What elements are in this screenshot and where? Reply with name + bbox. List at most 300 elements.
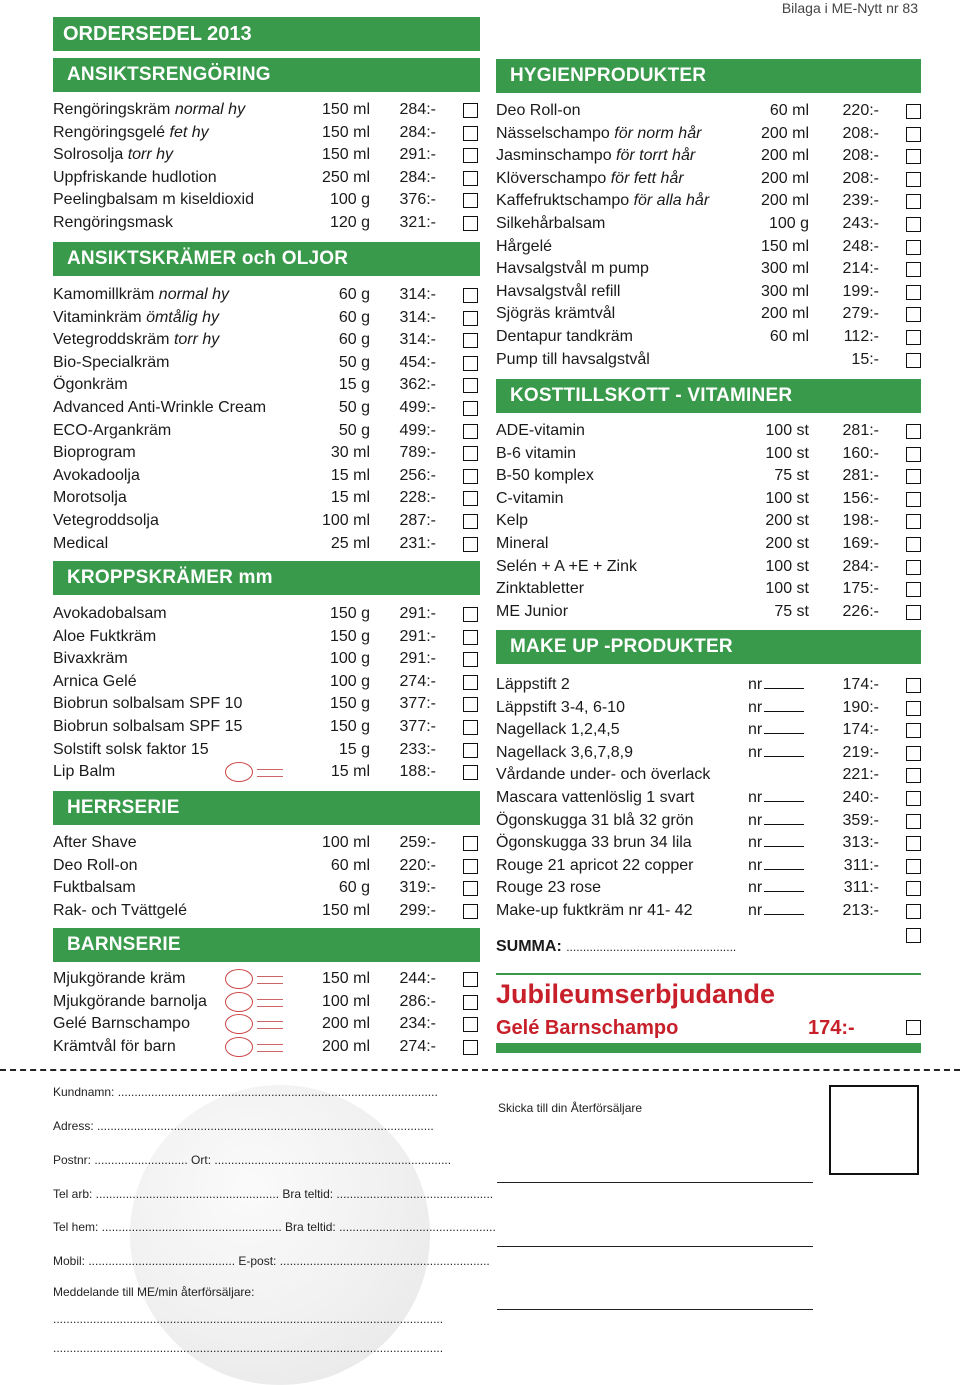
product-name-text: Mjukgörande barnolja <box>53 992 207 1010</box>
product-row <box>53 189 480 211</box>
product-size: 150 g <box>329 718 370 735</box>
order-checkbox[interactable] <box>463 1017 478 1032</box>
product-size: 15 ml <box>330 466 370 484</box>
order-checkbox[interactable] <box>906 307 921 322</box>
product-name-text: Rengöringsmask <box>53 214 174 231</box>
shade-number-field[interactable] <box>748 877 804 899</box>
field-adress[interactable]: Adress: ..................................................................................................... <box>53 1119 434 1133</box>
order-checkbox[interactable] <box>906 814 921 829</box>
shade-number-blank[interactable] <box>764 674 804 689</box>
shade-number-label: nr <box>748 856 763 874</box>
product-price: 284:- <box>399 123 436 141</box>
field-postnr-ort[interactable]: Postnr: ............................ Ort: ....................................................................... <box>53 1153 452 1167</box>
product-row <box>53 739 480 761</box>
product-name-text: Kelp <box>496 512 529 530</box>
product-price: 199:- <box>842 282 879 300</box>
product-size: 15 ml <box>330 763 370 781</box>
order-checkbox[interactable] <box>463 881 478 896</box>
product-size: 200 ml <box>760 147 809 165</box>
product-price: 454:- <box>399 353 436 371</box>
order-checkbox[interactable] <box>463 171 478 186</box>
order-checkbox[interactable] <box>463 311 478 326</box>
product-name <box>496 556 637 578</box>
product-name <box>496 281 620 303</box>
order-checkbox[interactable] <box>906 127 921 142</box>
shade-number-blank[interactable] <box>764 787 804 802</box>
product-name-text: Mascara vattenlöslig 1 svart <box>496 789 695 806</box>
product-row <box>53 487 480 509</box>
jubileum-checkbox[interactable] <box>906 1020 921 1035</box>
order-checkbox[interactable] <box>463 514 478 529</box>
product-name-text: Dentapur tandkräm <box>496 328 633 345</box>
product-price: 234:- <box>399 1015 436 1033</box>
product-name-text: Biobrun solbalsam SPF 10 <box>53 695 243 713</box>
product-row <box>53 832 480 854</box>
product-name <box>496 787 694 809</box>
order-checkbox[interactable] <box>906 262 921 277</box>
product-row <box>53 626 480 648</box>
product-size: 150 ml <box>321 146 370 164</box>
product-name-text: Fuktbalsam <box>53 879 136 897</box>
product-name <box>496 145 695 167</box>
product-row <box>53 144 480 166</box>
product-name <box>53 167 217 189</box>
shade-number-blank[interactable] <box>764 697 804 712</box>
product-price: 219:- <box>842 743 879 761</box>
product-name <box>496 213 605 235</box>
shade-number-field[interactable] <box>748 900 804 922</box>
product-name <box>53 968 186 990</box>
product-row <box>53 693 480 715</box>
product-size: 15 g <box>338 376 370 394</box>
product-row <box>496 533 921 555</box>
shade-number-blank[interactable] <box>764 832 804 847</box>
product-name-text: Vitaminkräm <box>53 308 147 326</box>
shade-number-blank[interactable] <box>764 719 804 734</box>
product-name-text: Rouge 23 rose <box>496 879 601 897</box>
product-price: 321:- <box>399 214 436 231</box>
product-price: 244:- <box>399 970 436 987</box>
product-name <box>53 739 209 761</box>
product-row <box>496 787 921 809</box>
product-name <box>53 122 209 144</box>
product-name-text: Solstift solsk faktor 15 <box>53 740 209 758</box>
product-name-text: Bioprogram <box>53 444 136 462</box>
section-header-hygienprodukter: HYGIENPRODUKTER <box>496 59 921 93</box>
product-size: 100 st <box>765 580 809 598</box>
product-size: 60 g <box>338 308 370 326</box>
product-name-text: Rengöringskräm <box>53 101 175 118</box>
order-checkbox[interactable] <box>906 353 921 368</box>
eco-certification-text-mark <box>257 999 283 1007</box>
product-name-text: Krämtvål för barn <box>53 1037 176 1055</box>
product-row <box>53 968 480 990</box>
shade-number-label: nr <box>748 676 763 693</box>
product-row <box>53 442 480 464</box>
product-name-text: Deo Roll-on <box>53 856 138 874</box>
product-price: 281:- <box>842 467 879 485</box>
product-size: 25 ml <box>330 534 370 552</box>
product-name <box>496 420 585 442</box>
order-checkbox[interactable] <box>463 401 478 416</box>
product-name <box>53 487 127 509</box>
product-price: 286:- <box>399 992 436 1010</box>
product-row <box>496 764 921 786</box>
order-checkbox[interactable] <box>463 630 478 645</box>
summa-checkbox[interactable] <box>906 928 921 943</box>
product-skin-type: fet hy <box>169 123 209 141</box>
order-checkbox[interactable] <box>906 240 921 255</box>
shade-number-blank[interactable] <box>764 855 804 870</box>
product-name-text: Hårgelé <box>496 237 553 255</box>
product-name <box>496 488 564 510</box>
order-checkbox[interactable] <box>906 836 921 851</box>
product-price: 208:- <box>842 147 879 165</box>
order-checkbox[interactable] <box>463 378 478 393</box>
field-meddelande-line2[interactable]: ..................................................................................................................... <box>53 1341 444 1355</box>
order-checkbox[interactable] <box>463 859 478 874</box>
product-size: 50 g <box>338 399 370 416</box>
order-checkbox[interactable] <box>463 446 478 461</box>
product-name <box>53 352 169 374</box>
product-row <box>53 374 480 396</box>
product-name-text: Avokadobalsam <box>53 605 167 622</box>
skicka-label: Skicka till din Återförsäljare <box>498 1101 643 1115</box>
product-name <box>53 284 229 306</box>
product-row <box>53 603 480 625</box>
shade-number-label: nr <box>748 879 763 897</box>
jubileum-item-name: Gelé Barnschampo <box>496 1017 679 1039</box>
product-price: 175:- <box>842 580 879 598</box>
product-name-text: Ögonskugga 33 brun 34 lila <box>496 834 692 852</box>
page-title: ORDERSEDEL 2013 <box>53 17 480 51</box>
order-checkbox[interactable] <box>463 333 478 348</box>
order-checkbox[interactable] <box>463 836 478 851</box>
order-checkbox[interactable] <box>463 216 478 231</box>
product-row <box>496 578 921 600</box>
shade-number-blank[interactable] <box>764 810 804 825</box>
product-size: 200 st <box>765 535 809 552</box>
order-checkbox[interactable] <box>906 746 921 761</box>
product-name-text: Ögonkräm <box>53 376 128 394</box>
order-checkbox[interactable] <box>906 582 921 597</box>
product-name <box>496 349 650 371</box>
product-name <box>496 236 552 258</box>
product-skin-type: för torrt hår <box>616 147 696 165</box>
shade-number-label: nr <box>748 834 763 852</box>
product-name <box>496 533 548 555</box>
order-checkbox[interactable] <box>906 537 921 552</box>
field-telarb[interactable]: Tel arb: ....................................................... Bra teltid: ............................................... <box>53 1187 494 1201</box>
product-name <box>496 742 633 764</box>
product-price: 190:- <box>842 698 879 716</box>
product-price: 226:- <box>842 602 879 620</box>
product-price: 319:- <box>399 879 436 897</box>
order-checkbox[interactable] <box>906 492 921 507</box>
order-checkbox[interactable] <box>463 720 478 735</box>
product-row <box>53 510 480 532</box>
product-price: 314:- <box>399 308 436 326</box>
shade-number-field[interactable] <box>748 697 804 719</box>
product-row <box>53 855 480 877</box>
product-row <box>496 465 921 487</box>
product-row <box>496 190 921 212</box>
order-checkbox[interactable] <box>463 148 478 163</box>
address-line-2[interactable] <box>497 1246 813 1247</box>
order-checkbox[interactable] <box>906 678 921 693</box>
order-checkbox[interactable] <box>906 560 921 575</box>
shade-number-blank[interactable] <box>764 900 804 915</box>
product-skin-type: torr hy <box>127 146 174 164</box>
product-skin-type: normal hy <box>174 101 246 118</box>
order-checkbox[interactable] <box>906 723 921 738</box>
product-row <box>53 1013 480 1035</box>
order-checkbox[interactable] <box>906 285 921 300</box>
product-skin-type: ömtålig hy <box>146 308 219 326</box>
product-size: 30 ml <box>330 444 370 462</box>
product-price: 281:- <box>842 422 879 439</box>
product-price: 213:- <box>842 902 879 919</box>
product-row <box>496 443 921 465</box>
order-checkbox[interactable] <box>906 447 921 462</box>
section-header-herrserie: HERRSERIE <box>53 791 480 825</box>
section-header-barnserie: BARNSERIE <box>53 928 480 962</box>
shade-number-field[interactable] <box>748 742 804 764</box>
order-checkbox[interactable] <box>463 424 478 439</box>
product-price: 208:- <box>842 169 879 187</box>
product-size: 60 g <box>338 879 370 897</box>
order-checkbox[interactable] <box>463 904 478 919</box>
product-price: 291:- <box>399 650 436 668</box>
order-checkbox[interactable] <box>906 791 921 806</box>
section-header-kosttillskott-vitaminer: KOSTTILLSKOTT - VITAMINER <box>496 379 921 413</box>
eco-certification-text-mark <box>257 976 283 984</box>
product-name-text: Morotsolja <box>53 489 127 507</box>
order-checkbox[interactable] <box>906 859 921 874</box>
product-skin-type: för alla hår <box>633 192 710 210</box>
product-price: 259:- <box>399 834 436 851</box>
product-name-text: Advanced Anti-Wrinkle Cream <box>53 399 267 416</box>
product-name <box>53 991 207 1013</box>
product-name <box>53 603 167 625</box>
order-checkbox[interactable] <box>906 768 921 783</box>
product-row <box>496 349 921 371</box>
product-size: 150 ml <box>760 237 809 255</box>
product-row <box>53 877 480 899</box>
product-name-text: Zinktabletter <box>496 580 585 598</box>
product-name-text: Havsalgstvål m pump <box>496 260 649 278</box>
shade-number-field[interactable] <box>748 674 804 696</box>
product-price: 221:- <box>842 766 879 784</box>
order-checkbox[interactable] <box>906 469 921 484</box>
field-meddelande-line1[interactable]: ..................................................................................................................... <box>53 1312 444 1326</box>
product-size: 120 g <box>329 214 370 231</box>
order-checkbox[interactable] <box>463 607 478 622</box>
product-price: 499:- <box>399 421 436 439</box>
product-size: 100 ml <box>321 512 370 529</box>
product-name-text: Make-up fuktkräm nr 41- 42 <box>496 902 693 919</box>
product-row <box>53 465 480 487</box>
shade-number-field[interactable] <box>748 719 804 741</box>
product-name <box>53 648 128 670</box>
order-checkbox[interactable] <box>463 995 478 1010</box>
product-name <box>496 855 693 877</box>
order-checkbox[interactable] <box>906 605 921 620</box>
product-row <box>496 100 921 122</box>
product-name <box>53 510 159 532</box>
product-name <box>53 397 266 419</box>
product-price: 233:- <box>399 740 436 758</box>
product-price: 239:- <box>842 192 879 210</box>
product-skin-type: torr hy <box>173 331 220 349</box>
product-name <box>496 832 692 854</box>
product-price: 311:- <box>843 879 879 897</box>
product-name <box>53 189 254 211</box>
field-mobil-epost[interactable]: Mobil: ............................................ E-post: ............................................................... <box>53 1254 490 1268</box>
order-checkbox[interactable] <box>463 675 478 690</box>
product-name <box>53 329 219 351</box>
order-checkbox[interactable] <box>906 701 921 716</box>
product-price: 284:- <box>399 101 436 118</box>
product-row <box>496 258 921 280</box>
product-price: 789:- <box>399 444 436 462</box>
product-price: 160:- <box>842 444 879 462</box>
order-checkbox[interactable] <box>463 288 478 303</box>
product-price: 15:- <box>851 350 879 368</box>
order-checkbox[interactable] <box>906 424 921 439</box>
shade-number-blank[interactable] <box>764 877 804 892</box>
section-header-kroppskrämer-mm: KROPPSKRÄMER mm <box>53 561 480 595</box>
product-price: 156:- <box>842 489 879 507</box>
product-size: 150 ml <box>321 101 370 118</box>
order-checkbox[interactable] <box>463 193 478 208</box>
product-row <box>53 671 480 693</box>
product-name-text: Gelé Barnschampo <box>53 1015 190 1033</box>
product-size: 150 g <box>329 695 370 713</box>
order-checkbox[interactable] <box>906 881 921 896</box>
product-skin-type: för fett hår <box>610 169 684 187</box>
order-checkbox[interactable] <box>463 537 478 552</box>
product-name <box>496 326 633 348</box>
order-checkbox[interactable] <box>906 104 921 119</box>
cut-line <box>0 1069 960 1071</box>
shade-number-field[interactable] <box>748 787 804 809</box>
product-name <box>53 626 156 648</box>
product-size: 60 ml <box>769 102 809 119</box>
product-size: 60 ml <box>769 328 809 345</box>
product-name-text: Rouge 21 apricot 22 copper <box>496 856 694 874</box>
product-name <box>496 510 528 532</box>
order-checkbox[interactable] <box>906 330 921 345</box>
product-row <box>53 420 480 442</box>
product-name-text: Bivaxkräm <box>53 650 128 668</box>
order-checkbox[interactable] <box>906 149 921 164</box>
product-name <box>53 855 137 877</box>
product-row <box>496 556 921 578</box>
product-name <box>496 900 693 922</box>
product-price: 359:- <box>842 811 879 829</box>
address-line-1[interactable] <box>497 1182 813 1183</box>
product-name-text: Sjögräs krämtvål <box>496 305 616 323</box>
product-name <box>53 671 137 693</box>
order-checkbox[interactable] <box>463 469 478 484</box>
order-checkbox[interactable] <box>463 356 478 371</box>
order-checkbox[interactable] <box>906 514 921 529</box>
product-size: 150 ml <box>321 123 370 141</box>
product-price: 248:- <box>842 237 879 255</box>
order-checkbox[interactable] <box>463 697 478 712</box>
order-checkbox[interactable] <box>906 217 921 232</box>
product-size: 75 st <box>774 467 809 485</box>
product-row <box>496 832 921 854</box>
product-size: 100 ml <box>321 992 370 1010</box>
product-price: 188:- <box>399 763 436 781</box>
product-name <box>53 900 187 922</box>
product-name <box>53 693 242 715</box>
product-price: 228:- <box>399 489 436 507</box>
shade-number-blank[interactable] <box>764 742 804 757</box>
order-checkbox[interactable] <box>463 652 478 667</box>
product-price: 376:- <box>399 191 436 209</box>
address-line-3[interactable] <box>497 1309 813 1310</box>
jubileum-title: Jubileumserbjudande <box>496 975 921 1013</box>
product-size: 50 g <box>338 353 370 371</box>
product-price: 313:- <box>842 834 879 852</box>
order-checkbox[interactable] <box>463 491 478 506</box>
product-size: 15 ml <box>330 489 370 507</box>
product-price: 274:- <box>399 672 436 690</box>
stamp-box <box>829 1085 919 1175</box>
eco-certification-logo <box>225 1037 253 1057</box>
product-name-text: Kamomillkräm <box>53 286 159 303</box>
order-checkbox[interactable] <box>906 194 921 209</box>
order-checkbox[interactable] <box>906 172 921 187</box>
product-name <box>53 212 173 234</box>
product-name <box>53 1013 190 1035</box>
product-row <box>496 281 921 303</box>
product-row <box>496 510 921 532</box>
field-telhem[interactable]: Tel hem: ...................................................... Bra teltid: ............................................... <box>53 1220 496 1234</box>
product-row <box>496 719 921 741</box>
product-name-text: Klöverschampo <box>496 169 611 187</box>
shade-number-field[interactable] <box>748 810 804 832</box>
product-name <box>496 578 584 600</box>
product-row <box>53 761 480 783</box>
order-checkbox[interactable] <box>463 126 478 141</box>
field-kundnamn[interactable]: Kundnamn: ................................................................................................ <box>53 1085 438 1099</box>
product-price: 291:- <box>399 146 436 164</box>
order-checkbox[interactable] <box>463 1040 478 1055</box>
product-size: 200 ml <box>760 192 809 210</box>
order-checkbox[interactable] <box>906 904 921 919</box>
product-name-text: Aloe Fuktkräm <box>53 627 157 645</box>
product-row <box>53 329 480 351</box>
shade-number-field[interactable] <box>748 832 804 854</box>
order-checkbox[interactable] <box>463 972 478 987</box>
eco-certification-logo <box>225 1014 253 1034</box>
order-checkbox[interactable] <box>463 103 478 118</box>
product-name-text: Ögonskugga 31 blå 32 grön <box>496 811 694 829</box>
product-price: 499:- <box>399 399 436 416</box>
product-size: 200 ml <box>321 1015 370 1033</box>
order-checkbox[interactable] <box>463 743 478 758</box>
product-name-text: Nagellack 1,2,4,5 <box>496 721 620 739</box>
product-name-text: Rak- och Tvättgelé <box>53 901 187 919</box>
product-name <box>496 601 568 623</box>
shade-number-field[interactable] <box>748 855 804 877</box>
order-checkbox[interactable] <box>463 765 478 780</box>
product-row <box>53 307 480 329</box>
